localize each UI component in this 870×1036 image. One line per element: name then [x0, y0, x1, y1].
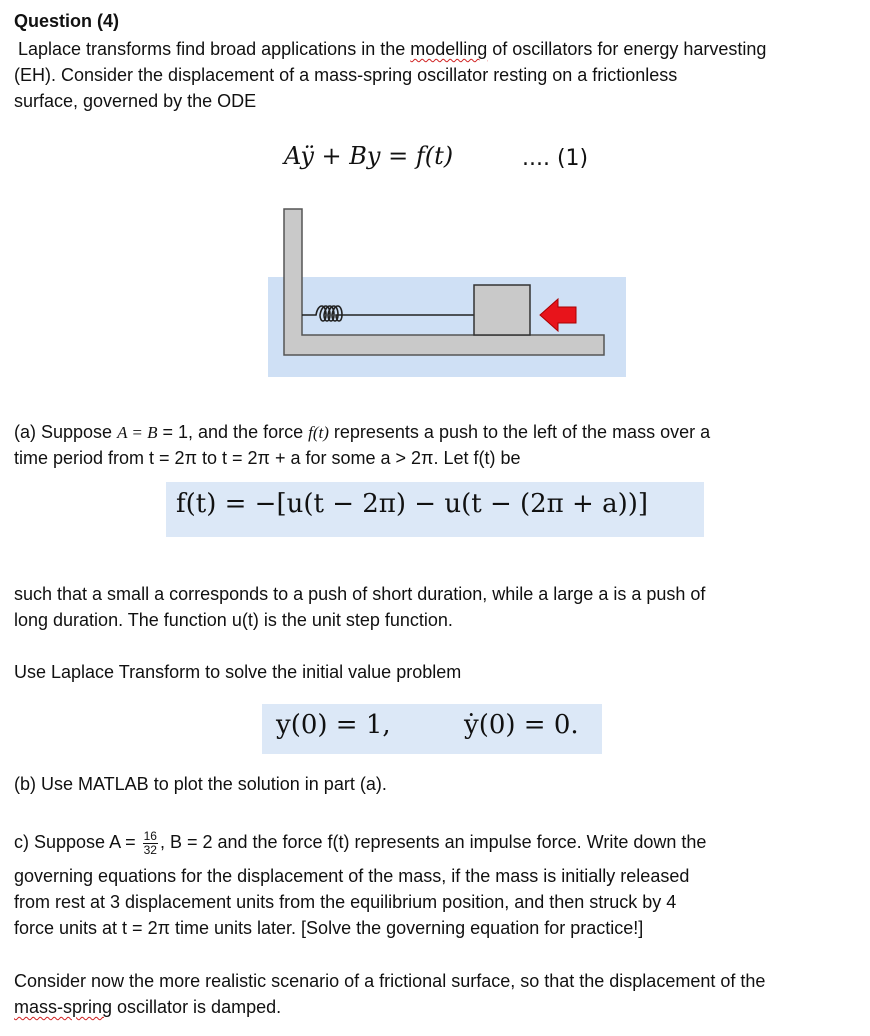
part-c-line-3: from rest at 3 displacement units from the equilibrium position, and then struck by 4	[14, 892, 677, 912]
initial-condition-y: y(0) = 1,	[276, 710, 391, 740]
ode-label: .... (1)	[522, 146, 589, 171]
closing-line-2: mass-spring oscillator is damped.	[14, 997, 282, 1017]
intro-line-3: surface, governed by the ODE	[14, 91, 257, 111]
ode-equation: Aÿ + By = f(t)	[284, 142, 454, 170]
mass-spring-diagram	[268, 207, 626, 377]
question-title: Question (4)	[14, 11, 120, 31]
part-c-line-4: force units at t = 2π time units later. [Solve the governing equation for practice!]	[14, 918, 644, 938]
spellcheck-word-mass-spring: mass-spring	[14, 997, 113, 1017]
initial-condition-ydot: ẏ(0) = 0.	[464, 710, 579, 740]
mass-block	[474, 285, 530, 335]
mass-spring-figure	[268, 207, 626, 377]
part-c-line-1: c) Suppose A = $\frac{16}{32}$ , B = 2 and the force f(t) represents an impulse force. Write down the	[14, 828, 707, 857]
force-equation: f(t) = −[u(t − 2π) − u(t − (2π + a))]	[176, 489, 649, 519]
intro-line-1: Laplace transforms find broad applications in the modelling of oscillators for energy harvesting	[18, 39, 767, 59]
part-a-line-5: Use Laplace Transform to solve the initial value problem	[14, 662, 462, 682]
part-a-line-4: long duration. The function u(t) is the unit step function.	[14, 610, 453, 630]
part-a-line-2: time period from t = 2π to t = 2π + a for some a > 2π. Let f(t) be	[14, 448, 521, 468]
intro-line-2: (EH). Consider the displacement of a mass-spring oscillator resting on a frictionless	[14, 65, 678, 85]
part-c-line-2: governing equations for the displacement of the mass, if the mass is initially released	[14, 866, 690, 886]
closing-line-1: Consider now the more realistic scenario of a frictional surface, so that the displacement of the	[14, 971, 766, 991]
figure-background	[268, 277, 626, 377]
part-b-text: (b) Use MATLAB to plot the solution in part (a).	[14, 774, 387, 794]
spellcheck-word-modelling: modelling	[410, 39, 488, 59]
part-a-line-3: such that a small a corresponds to a push of short duration, while a large a is a push of	[14, 584, 706, 604]
part-a-line-1: (a) Suppose A = B = 1, and the force f(t) represents a push to the left of the mass over a	[14, 422, 711, 442]
fraction-16-32: $\frac{16}{32}$	[143, 828, 157, 857]
